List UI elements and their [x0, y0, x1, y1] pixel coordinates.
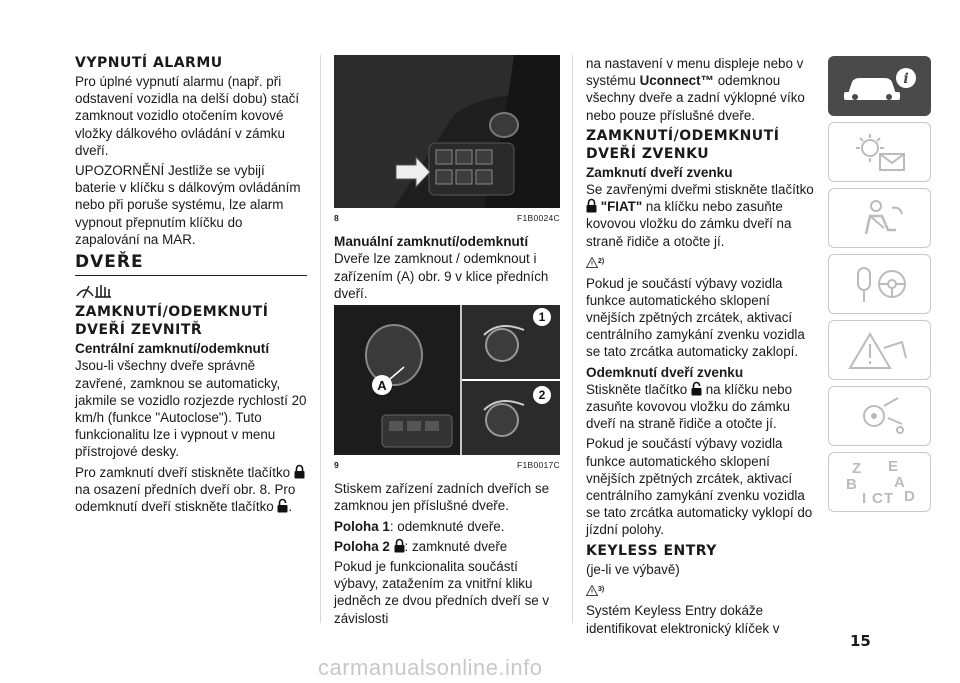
paragraph-continuation [586, 55, 818, 124]
paragraph-vypnuti-1: Pro úplné vypnutí alarmu (např. při odstavení vozidla na delší dobu) stačí zamknout vozidlo otočením kovové vložky dálkového ovládání v zámku dveří. [75, 74, 300, 158]
lock-text-c: . [288, 499, 293, 515]
index-letter-z: Z [851, 460, 861, 477]
maintenance-icon [840, 394, 920, 438]
index-letter-d: D [903, 488, 915, 505]
paragraph-zamknuti-zvenku [586, 181, 818, 250]
lock-open-icon [691, 381, 702, 396]
paragraph-poloha-1 [334, 518, 560, 535]
subheading-manualni: Manuální zamknutí/odemknutí [334, 234, 529, 250]
chapter-tabs [828, 56, 931, 518]
warning-ref-3 [586, 581, 818, 601]
door-handle-photo [334, 305, 560, 455]
paragraph-pokud-1: Pokud je součástí výbavy vozidla funkce automatického sklopení vnějších zpětných zrcátek, aktivací centrálního zamykání zvenku vozidla se tato zrcátka automaticky zaklopí. [586, 275, 805, 360]
column-right [586, 55, 818, 640]
paragraph-lock-buttons [75, 464, 307, 516]
odemk-text-a: Stiskněte tlačítko [586, 381, 688, 397]
paragraph-centralni: Jsou-li všechny dveře správně zavřené, zamknou se automaticky, jakmile se vozidlo rozjezde rychlostí 20 km/h (funkce "Autoclose"). Tuto funkcionalitu lze i vypnout v menu přístrojové desky. [75, 358, 307, 460]
poloha-2-text: : zamknuté dveře [404, 538, 508, 554]
figure-9-label-a: A [377, 378, 387, 394]
index-letter-i: I [861, 490, 866, 507]
paragraph-pokud-middle: Pokud je funkcionalita součástí výbavy, zatažením za vnitřní kliku jedněch ze dvou předních dveří se v závislosti [334, 559, 550, 626]
warning-ref-2-number: 2) [598, 257, 605, 265]
svg-text:i: i [902, 71, 909, 87]
warning-triangle-icon [840, 328, 920, 372]
heading-zamknuti-zvenku-2: DVEŘÍ ZVENKU [586, 145, 710, 162]
uconnect-brand: Uconnect™ [639, 73, 714, 89]
tab-start-driving[interactable] [828, 254, 931, 314]
warning-ref-3-number: 3) [598, 585, 605, 593]
door-switch-photo [334, 55, 560, 208]
paragraph-pokud-2: Pokud je součástí výbavy vozidla funkce automatického sklopení vnějších zpětných zrcátek, aktivací centrálního zamykání zvenku vozidla se tato zrcátka automaticky vyklopí do jízdní polohy. [586, 436, 813, 538]
column-divider-1 [320, 55, 321, 623]
figure-9-label-2: 2 [538, 388, 546, 403]
lock-text-b: na osazení předních dveří obr. 8. Pro odemknutí dveří stiskněte tlačítko [75, 481, 296, 515]
figure-8-door-panel [334, 55, 560, 208]
tab-car-info[interactable] [828, 56, 931, 116]
index-letter-c: C [871, 490, 883, 507]
key-steering-icon [840, 262, 920, 306]
heading-divider [75, 275, 307, 276]
warning-lights-icon [840, 130, 920, 174]
paragraph-zadni: Stiskem zařízení zadních dveřích se zamknou jen příslušné dveře. [334, 481, 550, 514]
warning-ref-2 [586, 253, 818, 273]
paragraph-vypnuti-2: UPOZORNĚNÍ Jestliže se vybijí baterie v klíčku s dálkovým ovládáním nebo při poruše systému, lze alarm vypnout přepnutím klíčku do zapalování na MAR. [75, 163, 301, 247]
watermark: carmanualsonline.info [318, 655, 543, 680]
lock-open-icon [277, 498, 288, 513]
poloha-1-label: Poloha 1 [334, 518, 390, 534]
cont-text-b: odemknou všechny dveře a zadní výklopné víko nebo pouze příslušné dveře. [586, 73, 805, 123]
lock-text-a: Pro zamknutí dveří stiskněte tlačítko [75, 464, 291, 480]
figure-8-code: F1B0024C [516, 213, 560, 223]
paragraph-odemknuti [586, 381, 818, 433]
figure-9-door-handle [334, 305, 560, 455]
paragraph-keyless-optional: (je-li ve výbavě) [586, 561, 680, 577]
tab-safety[interactable] [828, 188, 931, 248]
tab-warning-lights[interactable] [828, 122, 931, 182]
heading-zamknuti-zevnitr-1: ZAMKNUTÍ/ODEMKNUTÍ [75, 304, 269, 321]
heading-zamknuti-zvenku-1: ZAMKNUTÍ/ODEMKNUTÍ [586, 127, 780, 144]
index-letter-e: E [887, 458, 898, 475]
figure-8-caption [334, 210, 560, 227]
heading-keyless: KEYLESS ENTRY [586, 542, 717, 559]
zamk-rest: na klíčku nebo zasuňte kovovou vložku do zámku dveří na straně řidiče a otočte jí. [586, 199, 792, 249]
cont-text-a: na nastavení v menu displeje nebo v systému [586, 56, 804, 89]
poloha-1-text: : odemknuté dveře. [389, 518, 505, 534]
lock-closed-icon [394, 538, 405, 553]
figure-8-number: 8 [334, 213, 339, 223]
index-letter-a: A [893, 474, 905, 491]
column-divider-2 [572, 55, 573, 623]
zamk-text: Se zavřenými dveřmi stiskněte tlačítko [586, 182, 814, 198]
alphabet-index-icon [838, 457, 922, 507]
paragraph-poloha-2 [334, 538, 560, 555]
heading-zamknuti-zevnitr-2: DVEŘÍ ZEVNITŘ [75, 322, 203, 339]
odemk-text-b: na klíčku nebo zasuňte kovovou vložku do zámku dveří na straně řidiče a otočte jí. [586, 381, 793, 432]
tab-index[interactable] [828, 452, 931, 512]
index-letter-b: B [845, 476, 857, 493]
paragraph-keyless: Systém Keyless Entry dokáže identifikovat elektronický klíček v [586, 603, 780, 636]
figure-9-caption [334, 457, 560, 474]
column-middle [334, 55, 560, 630]
index-letter-t: T [883, 490, 893, 507]
subheading-odemknuti: Odemknutí dveří zvenku [586, 364, 744, 380]
tab-maintenance[interactable] [828, 386, 931, 446]
car-info-icon [840, 66, 920, 106]
subheading-zamknuti-zvenku: Zamknutí dveří zvenku [586, 164, 733, 180]
heading-dvere: DVEŘE [75, 252, 144, 273]
paragraph-manualni: Dveře lze zamknout / odemknout i zařízením (A) obr. 9 v klice předních dveří. [334, 251, 549, 301]
door-lock-warning-icon [75, 282, 115, 300]
figure-9-code: F1B0017C [516, 460, 560, 471]
poloha-2-label: Poloha 2 [334, 538, 390, 554]
lock-closed-icon [294, 464, 305, 479]
figure-9-number: 9 [334, 460, 339, 471]
subheading-centralni: Centrální zamknutí/odemknutí [75, 341, 270, 357]
page-number: 15 [850, 632, 871, 650]
lock-closed-icon [586, 198, 597, 213]
fiat-button-label: "FIAT" [600, 199, 643, 215]
airbag-seatbelt-icon [840, 196, 920, 240]
column-left [75, 55, 307, 518]
warning-triangle-icon [586, 585, 598, 596]
tab-emergency[interactable] [828, 320, 931, 380]
warning-triangle-icon [586, 257, 598, 268]
figure-9-label-1: 1 [538, 310, 546, 325]
heading-vypnuti-alarmu: VYPNUTÍ ALARMU [75, 55, 223, 71]
